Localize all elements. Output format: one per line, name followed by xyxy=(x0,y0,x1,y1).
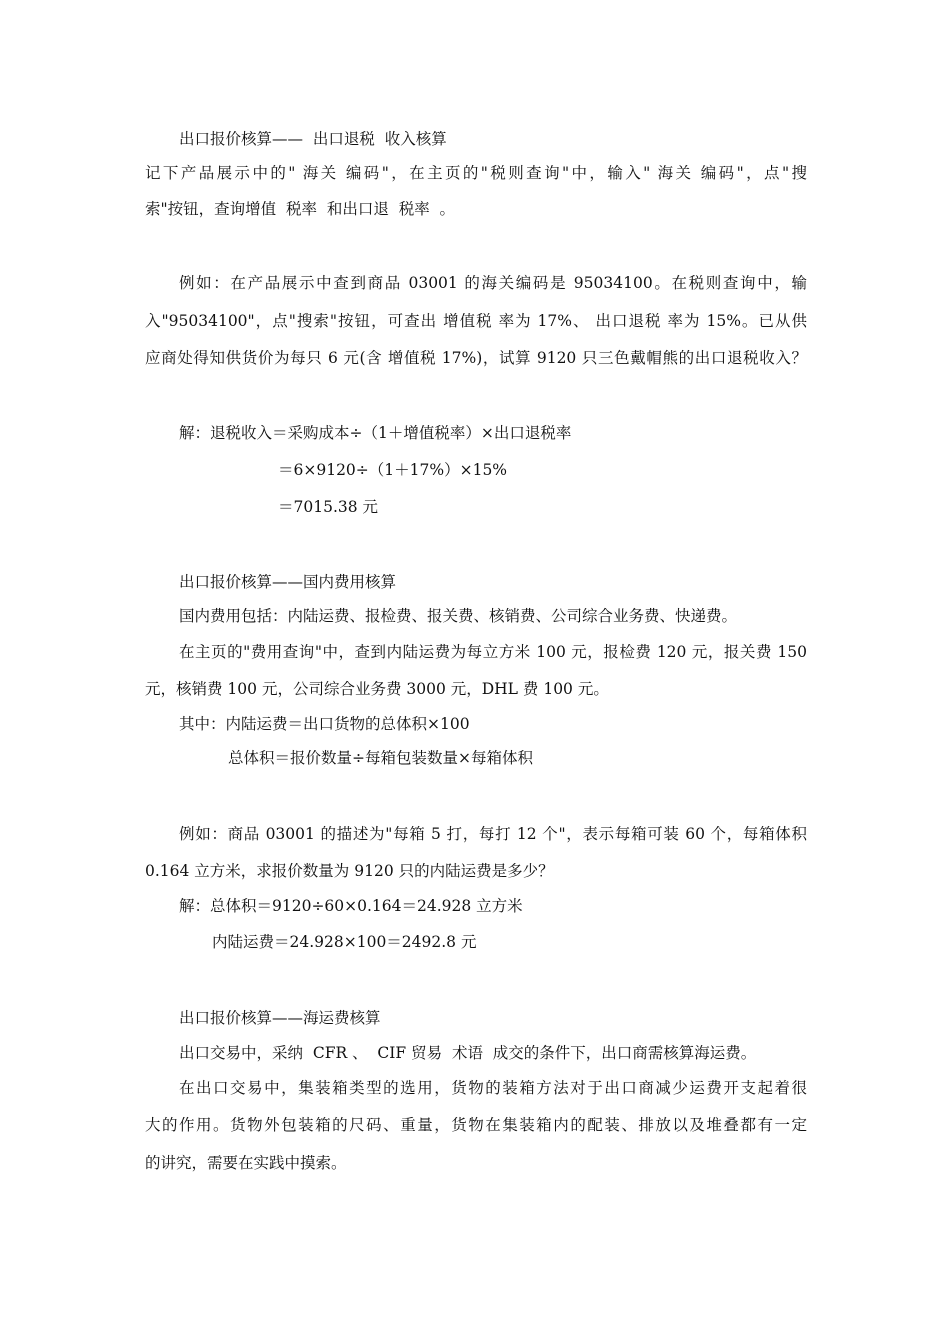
section-title-ocean-freight: 出口报价核算——海运费核算 xyxy=(179,1009,381,1027)
example-line: 例如：商品 03001 的描述为"每箱 5 打，每打 12 个"，表示每箱可装 60 个，每箱体积 xyxy=(179,825,807,843)
example-line: 例如：在产品展示中查到商品 03001 的海关编码是 95034100。在税则查询中，输 xyxy=(179,274,807,292)
example-line: 应商处得知供货价为每只 6 元(含 增值税 17%)，试算 9120 只三色戴帽熊的出口退税收入？ xyxy=(145,349,807,367)
paragraph-line: 大的作用。货物外包装箱的尺码、重量，货物在集装箱内的配装、排放以及堆叠都有一定 xyxy=(145,1116,807,1134)
paragraph-line: 出口交易中，采纳 CFR 、 CIF 贸易 术语 成交的条件下，出口商需核算海运费。 xyxy=(179,1044,757,1062)
paragraph-line: 元，核销费 100 元，公司综合业务费 3000 元，DHL 费 100 元。 xyxy=(145,680,609,698)
paragraph-line: 在主页的"费用查询"中，查到内陆运费为每立方米 100 元，报检费 120 元，报关费 150 xyxy=(179,643,807,661)
formula-line: 总体积＝报价数量÷每箱包装数量×每箱体积 xyxy=(228,749,533,767)
example-line: 入"95034100"，点"搜索"按钮，可查出 增值税 率为 17%、 出口退税 率为 15%。已从供 xyxy=(145,312,807,330)
section-title-export-tax-rebate: 出口报价核算—— 出口退税 收入核算 xyxy=(179,130,447,148)
formula-line: 其中：内陆运费＝出口货物的总体积×100 xyxy=(179,715,470,733)
solution-line: ＝6×9120÷（1＋17%）×15% xyxy=(278,461,508,479)
paragraph-line: 索"按钮，查询增值 税率 和出口退 税率 。 xyxy=(145,200,456,218)
section-title-domestic-fees: 出口报价核算——国内费用核算 xyxy=(179,573,397,591)
paragraph-line: 在出口交易中，集装箱类型的选用，货物的装箱方法对于出口商减少运费开支起着很 xyxy=(179,1079,807,1097)
paragraph-line: 国内费用包括：内陆运费、报检费、报关费、核销费、公司综合业务费、快递费。 xyxy=(179,607,738,625)
solution-line: 解：总体积＝9120÷60×0.164＝24.928 立方米 xyxy=(179,897,523,915)
example-line: 0.164 立方米，求报价数量为 9120 只的内陆运费是多少？ xyxy=(145,862,554,880)
solution-result: ＝7015.38 元 xyxy=(278,498,379,516)
paragraph-line: 记下产品展示中的" 海关 编码"，在主页的"税则查询"中，输入" 海关 编码"，点"搜 xyxy=(145,164,807,182)
solution-result: 内陆运费＝24.928×100＝2492.8 元 xyxy=(212,933,477,951)
solution-line: 解：退税收入＝采购成本÷（1＋增值税率）×出口退税率 xyxy=(179,424,572,442)
paragraph-line: 的讲究，需要在实践中摸索。 xyxy=(145,1154,347,1172)
